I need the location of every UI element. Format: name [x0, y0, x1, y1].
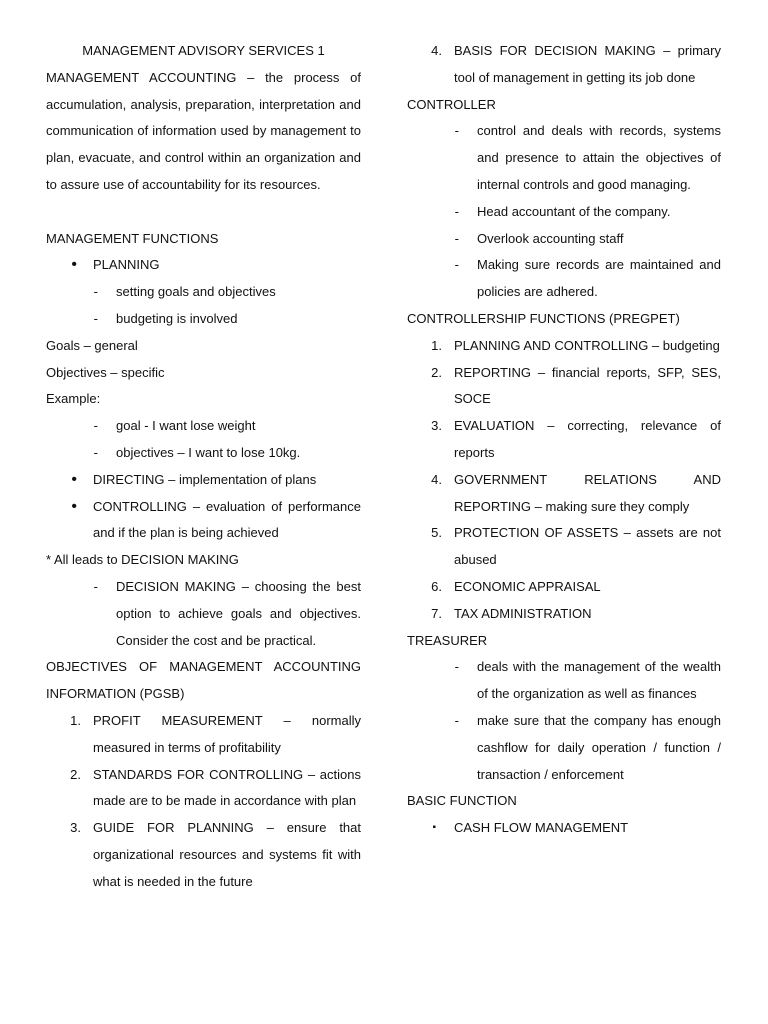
list-number: 1.: [431, 337, 442, 353]
list-item: - DECISION MAKING – choosing the best option to achieve goals and objectives. Consider the cost and be practical.: [46, 574, 361, 654]
management-functions-heading: MANAGEMENT FUNCTIONS: [46, 230, 219, 246]
objectives-line: Objectives – specific: [46, 364, 165, 380]
list-item: 2. REPORTING – financial reports, SFP, SES, SOCE: [407, 360, 721, 414]
list-item: 1. PLANNING AND CONTROLLING – budgeting: [407, 333, 721, 360]
list-item: ▪ CASH FLOW MANAGEMENT: [407, 815, 721, 842]
list-item: - Head accountant of the company.: [407, 199, 721, 226]
list-item: - objectives – I want to lose 10kg.: [46, 440, 361, 467]
list-number: 2.: [431, 364, 442, 380]
list-item: • PLANNING: [46, 252, 361, 279]
list-item: 5. PROTECTION OF ASSETS – assets are not abused: [407, 520, 721, 574]
bullet-icon: •: [71, 470, 77, 488]
list-number: 3.: [70, 820, 81, 836]
list-item: - deals with the management of the wealth of the organization as well as finances: [407, 654, 721, 708]
list-number: 1.: [70, 712, 81, 728]
list-number: 4.: [431, 471, 442, 487]
list-item: • DIRECTING – implementation of plans: [46, 467, 361, 494]
bullet-icon: •: [71, 256, 77, 274]
bullet-icon: •: [71, 497, 77, 515]
objectives-heading: OBJECTIVES OF MANAGEMENT ACCOUNTING INFORMATION (PGSB): [46, 659, 361, 702]
list-item: 1. PROFIT MEASUREMENT – normally measured in terms of profitability: [46, 708, 361, 762]
dash-marker: -: [93, 284, 98, 300]
list-number: 5.: [431, 525, 442, 541]
right-column: [407, 38, 721, 842]
square-bullet-icon: ▪: [432, 822, 436, 834]
goals-line: Goals – general: [46, 337, 138, 353]
dash-marker: -: [454, 203, 459, 219]
list-item: - setting goals and objectives: [46, 279, 361, 306]
page-title: MANAGEMENT ADVISORY SERVICES 1: [82, 43, 325, 58]
list-item: 6. ECONOMIC APPRAISAL: [407, 574, 721, 601]
list-number: 6.: [431, 578, 442, 594]
list-item: 2. STANDARDS FOR CONTROLLING – actions made are to be made in accordance with plan: [46, 762, 361, 816]
list-number: 2.: [70, 766, 81, 782]
list-item: - budgeting is involved: [46, 306, 361, 333]
list-number: 7.: [431, 605, 442, 621]
list-item: - Making sure records are maintained and policies are adhered.: [407, 252, 721, 306]
list-item: 3. GUIDE FOR PLANNING – ensure that organizational resources and systems fit with what is needed in the future: [46, 815, 361, 895]
dash-marker: -: [93, 444, 98, 460]
list-item: - control and deals with records, systems and presence to attain the objectives of internal controls and good managing.: [407, 118, 721, 198]
dash-marker: -: [93, 310, 98, 326]
list-item: - make sure that the company has enough cashflow for daily operation / function / transaction / enforcement: [407, 708, 721, 788]
dash-marker: -: [93, 578, 98, 594]
left-column: [46, 38, 361, 896]
dash-marker: -: [93, 418, 98, 434]
list-item: - goal - I want lose weight: [46, 413, 361, 440]
list-item: 7. TAX ADMINISTRATION: [407, 601, 721, 628]
dash-marker: -: [454, 712, 459, 728]
dash-marker: -: [454, 257, 459, 273]
dash-marker: -: [454, 659, 459, 675]
list-item: 4. GOVERNMENT RELATIONS AND REPORTING – making sure they comply: [407, 467, 721, 521]
list-number: 3.: [431, 418, 442, 434]
controllership-heading: CONTROLLERSHIP FUNCTIONS (PREGPET): [407, 310, 680, 326]
list-item: • CONTROLLING – evaluation of performance and if the plan is being achieved: [46, 494, 361, 548]
management-accounting-definition: MANAGEMENT ACCOUNTING – the process of accumulation, analysis, preparation, interpretation and communication of information used by management to plan, evacuate, and control within an organization and to assure use of accountability for its resources.: [46, 69, 361, 192]
all-leads-note: * All leads to DECISION MAKING: [46, 552, 239, 568]
list-item: 3. EVALUATION – correcting, relevance of reports: [407, 413, 721, 467]
list-item: 4. BASIS FOR DECISION MAKING – primary tool of management in getting its job done: [407, 38, 721, 92]
treasurer-heading: TREASURER: [407, 632, 488, 648]
list-item: - Overlook accounting staff: [407, 226, 721, 253]
example-label: Example:: [46, 391, 101, 407]
dash-marker: -: [454, 123, 459, 139]
basic-function-heading: BASIC FUNCTION: [407, 793, 517, 809]
list-number: 4.: [431, 43, 442, 58]
controller-heading: CONTROLLER: [407, 96, 496, 112]
dash-marker: -: [454, 230, 459, 246]
